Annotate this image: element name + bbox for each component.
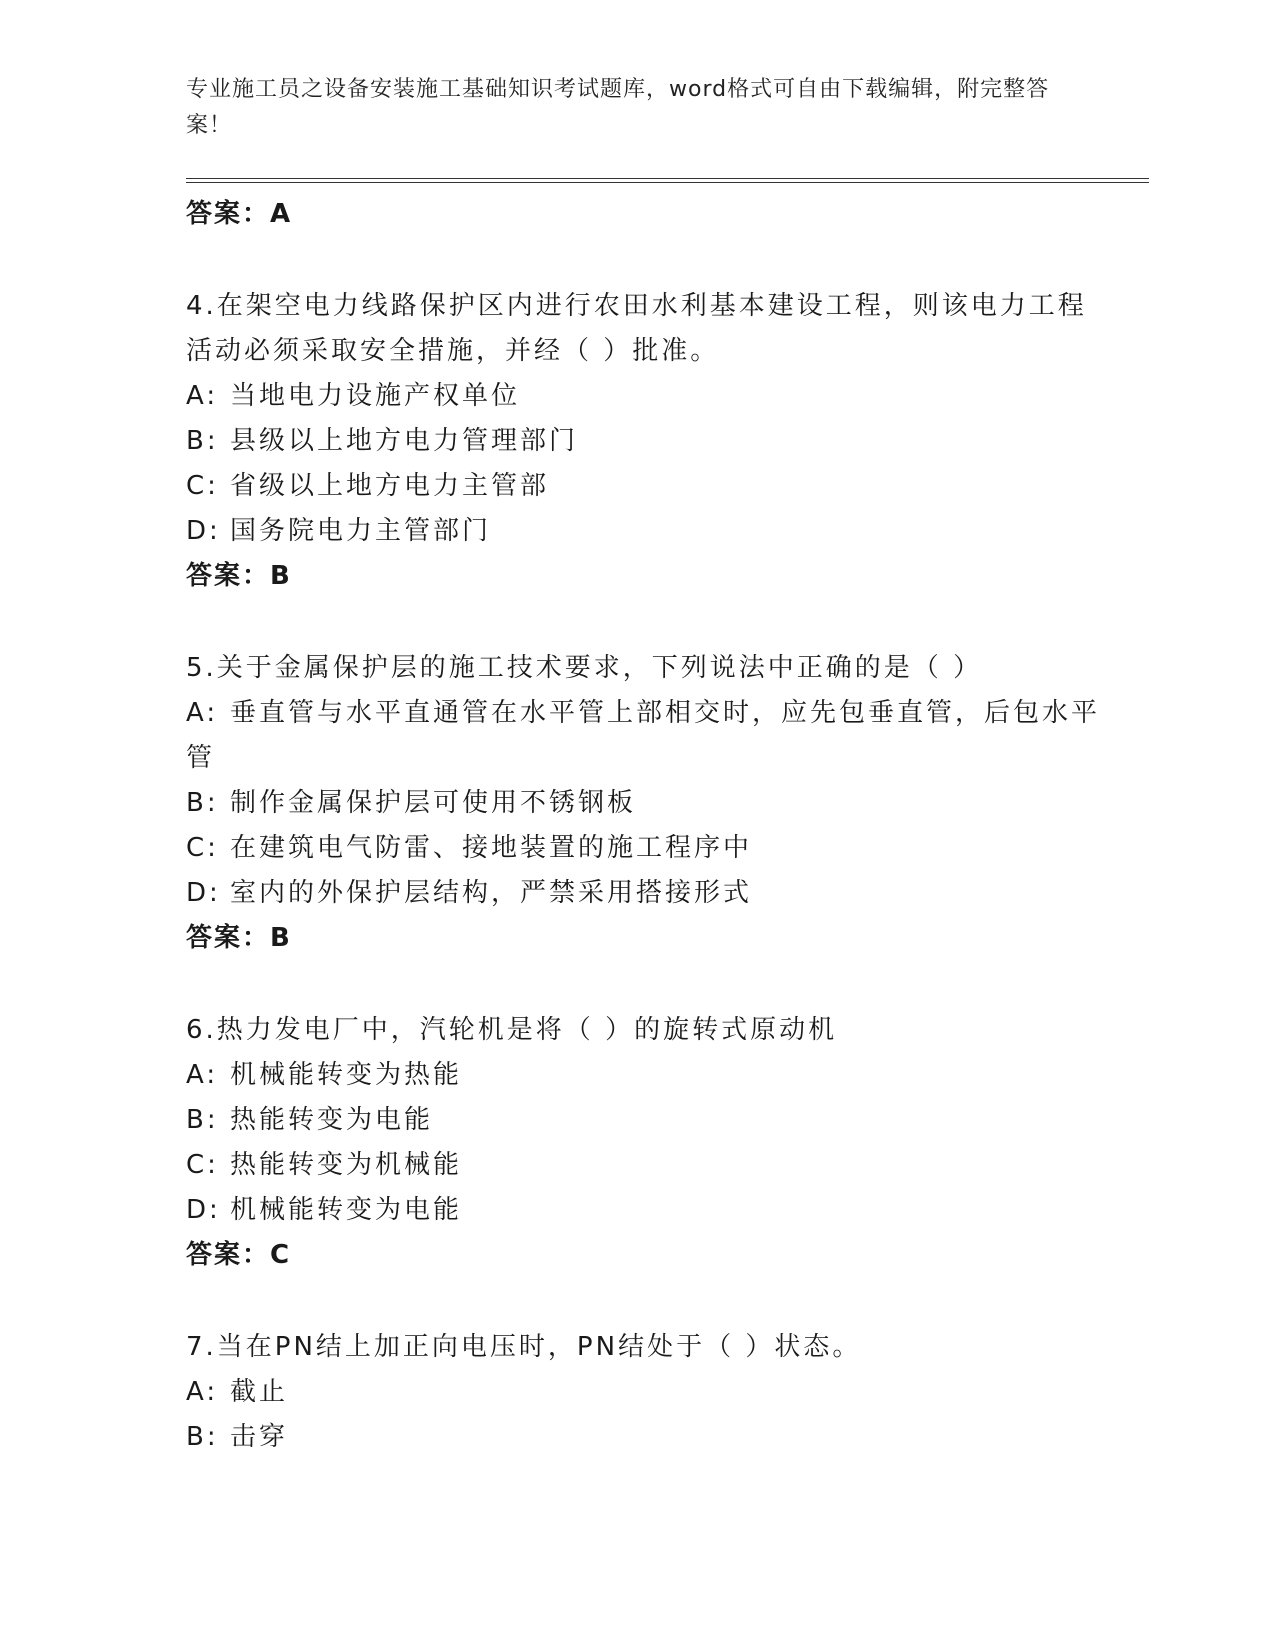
option-d	[186, 509, 1106, 554]
option-text: 当地电力设施产权单位	[230, 381, 521, 411]
option-d	[186, 871, 1106, 916]
option-a	[186, 691, 1106, 781]
option-c	[186, 826, 1106, 871]
option-text: 制作金属保护层可使用不锈钢板	[230, 788, 637, 818]
answer-line: 答案：B	[186, 923, 292, 953]
document-header	[186, 72, 1066, 144]
option-b	[186, 1098, 1106, 1143]
option-c	[186, 464, 1106, 509]
question-block	[186, 284, 1106, 598]
question-block	[186, 1008, 1106, 1277]
option-b	[186, 419, 1106, 464]
option-key: C:	[186, 471, 219, 501]
option-text: 省级以上地方电力主管部	[230, 471, 550, 501]
question-text: 7.当在PN结上加正向电压时，PN结处于（ ）状态。	[186, 1332, 862, 1362]
option-text: 国务院电力主管部门	[230, 516, 492, 546]
option-text: 机械能转变为热能	[230, 1060, 463, 1090]
option-text: 县级以上地方电力管理部门	[230, 426, 579, 456]
option-key: D:	[186, 516, 221, 546]
option-key: A:	[186, 698, 219, 728]
option-text: 垂直管与水平直通管在水平管上部相交时，应先包垂直管，后包水平管	[186, 698, 1101, 773]
option-key: A:	[186, 1377, 219, 1407]
option-key: B:	[186, 426, 219, 456]
header-divider	[186, 178, 1149, 179]
option-c	[186, 1143, 1106, 1188]
answer-line: 答案：C	[186, 1240, 292, 1270]
option-key: C:	[186, 1150, 219, 1180]
option-a	[186, 1053, 1106, 1098]
option-key: D:	[186, 1195, 221, 1225]
header-divider-second	[186, 182, 1149, 183]
option-text: 机械能转变为电能	[230, 1195, 463, 1225]
option-text: 在建筑电气防雷、接地装置的施工程序中	[230, 833, 753, 863]
question-text: 4.在架空电力线路保护区内进行农田水利基本建设工程，则该电力工程活动必须采取安全措施，并经（ ）批准。	[186, 291, 1087, 366]
option-text: 热能转变为电能	[230, 1105, 434, 1135]
option-text: 室内的外保护层结构，严禁采用搭接形式	[230, 878, 753, 908]
option-key: A:	[186, 1060, 219, 1090]
option-key: C:	[186, 833, 219, 863]
answer-line: 答案：A	[186, 199, 293, 229]
option-key: B:	[186, 1105, 219, 1135]
option-a	[186, 374, 1106, 419]
option-text: 击穿	[230, 1422, 289, 1452]
header-title: 专业施工员之设备安装施工基础知识考试题库，word格式可自由下载编辑，附完整答案！	[186, 77, 1050, 138]
option-key: B:	[186, 1422, 219, 1452]
option-b	[186, 1415, 1106, 1460]
answer-line: 答案：B	[186, 561, 292, 591]
option-key: D:	[186, 878, 221, 908]
option-key: A:	[186, 381, 219, 411]
document-body	[186, 192, 1106, 1460]
option-d	[186, 1188, 1106, 1233]
option-a	[186, 1370, 1106, 1415]
option-b	[186, 781, 1106, 826]
question-text: 5.关于金属保护层的施工技术要求，下列说法中正确的是（ ）	[186, 653, 983, 683]
option-text: 热能转变为机械能	[230, 1150, 463, 1180]
option-text: 截止	[230, 1377, 289, 1407]
question-text: 6.热力发电厂中，汽轮机是将（ ）的旋转式原动机	[186, 1015, 838, 1045]
question-block	[186, 1325, 1106, 1460]
question-block	[186, 646, 1106, 960]
option-key: B:	[186, 788, 219, 818]
